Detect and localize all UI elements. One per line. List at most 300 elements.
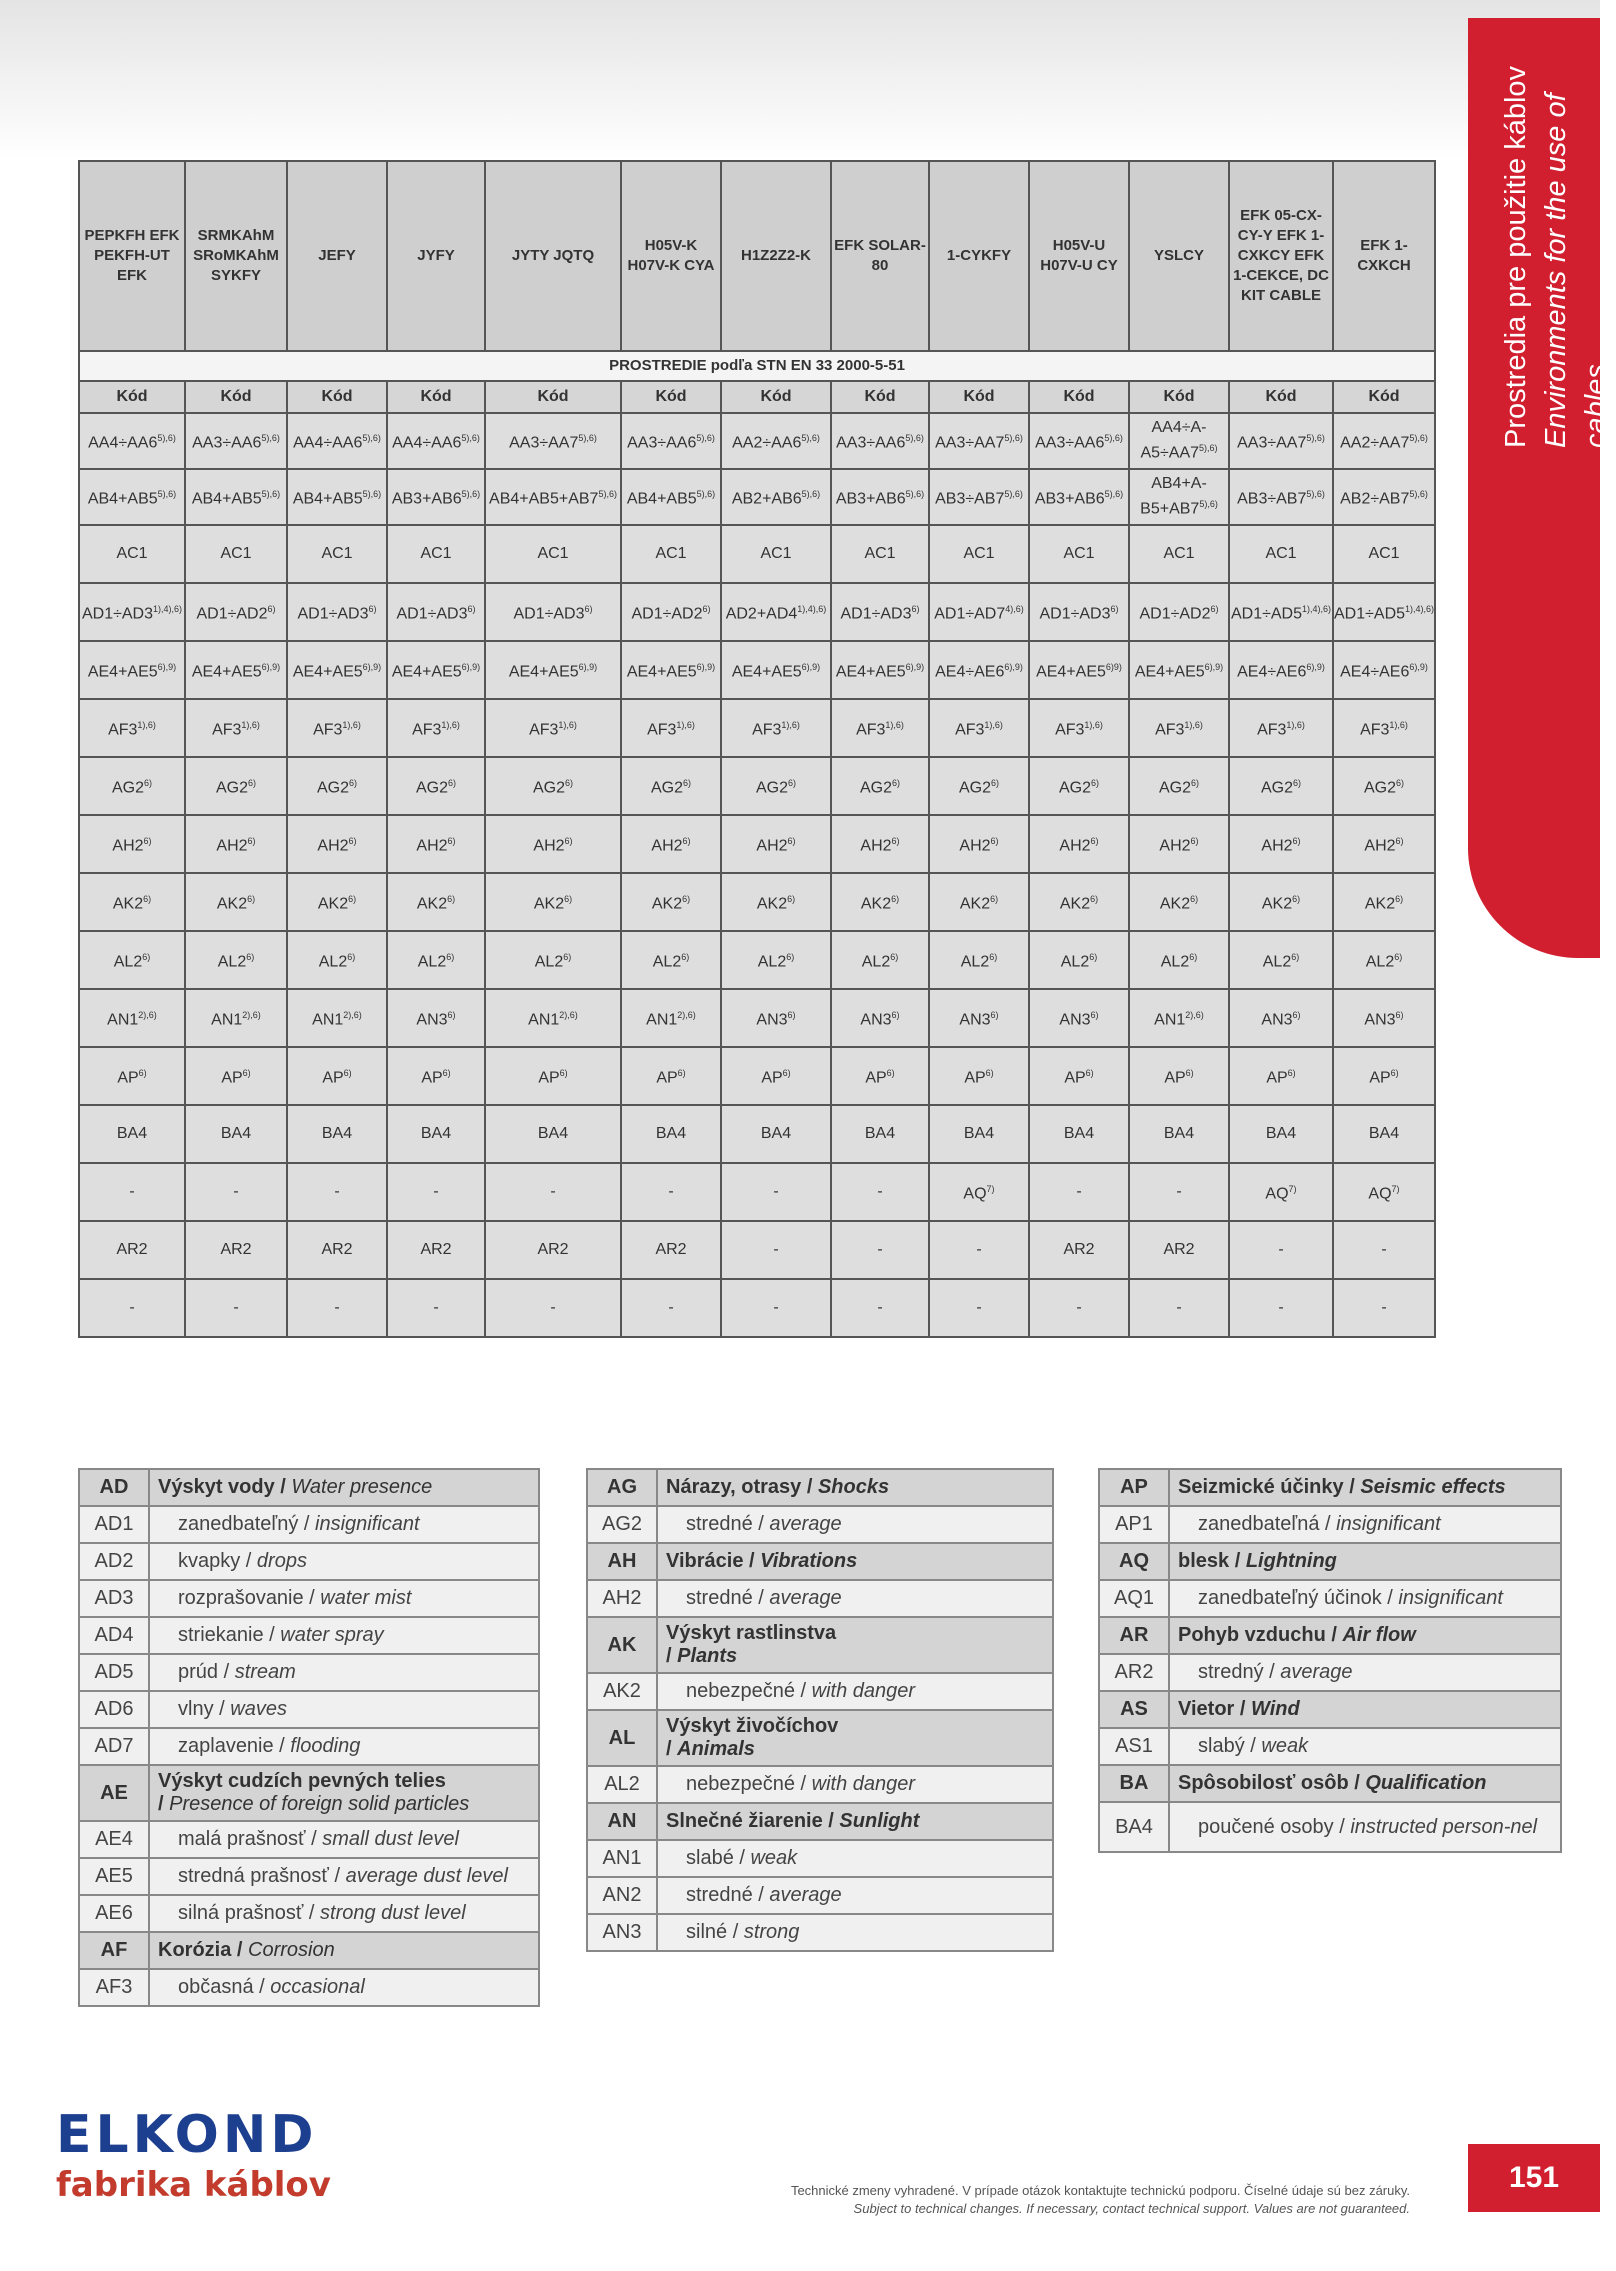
- legend-description: poučené osoby / instructed person-nel: [1169, 1802, 1561, 1852]
- page-number: 151: [1468, 2144, 1600, 2212]
- table-cell: [185, 1047, 287, 1105]
- table-cell: [1229, 1163, 1333, 1221]
- table-cell: [387, 1163, 485, 1221]
- table-cell: [79, 1047, 185, 1105]
- table-cell: [621, 583, 721, 641]
- cell-footnote: 6): [584, 604, 593, 615]
- cell-code: BA4: [1063, 1125, 1095, 1142]
- cell-footnote: 6): [990, 836, 999, 847]
- legend-description: stredné / average: [657, 1506, 1053, 1543]
- kod-header: Kód: [929, 381, 1029, 413]
- table-cell: [721, 1221, 831, 1279]
- cell-code: AG2: [215, 779, 248, 797]
- cell-code: AN3: [959, 1011, 991, 1029]
- table-cell: [1229, 413, 1333, 469]
- table-cell: [621, 1221, 721, 1279]
- cable-header: SRMKAhM SRoMKAhM SYKFY: [185, 161, 287, 351]
- kod-header: Kód: [485, 381, 621, 413]
- legend-description: zaplavenie / flooding: [149, 1728, 539, 1765]
- legend-code: AL: [587, 1710, 657, 1766]
- table-cell: [621, 1163, 721, 1221]
- cell-code: AH2: [533, 837, 565, 855]
- cell-footnote: 6),9): [696, 662, 716, 673]
- cell-code: AN1: [107, 1011, 139, 1029]
- cell-code: AR2: [1163, 1241, 1195, 1258]
- table-row: [79, 699, 1435, 757]
- table-cell: [1229, 583, 1333, 641]
- table-cell: [1029, 583, 1129, 641]
- cell-code: AC1: [420, 545, 452, 562]
- table-cell: [831, 583, 929, 641]
- cell-code: BA4: [760, 1125, 792, 1142]
- table-cell: [721, 525, 831, 583]
- cell-footnote: 5),6): [1104, 433, 1123, 444]
- cell-code: AG2: [650, 779, 683, 797]
- cell-code: AD1÷AD7: [934, 605, 1006, 623]
- legend-description: striekanie / water spray: [149, 1617, 539, 1654]
- cell-footnote: 6),9): [578, 662, 598, 673]
- cell-code: AB3÷AB7: [935, 490, 1005, 508]
- table-cell: [485, 757, 621, 815]
- table-cell: [721, 1163, 831, 1221]
- table-cell: [1129, 873, 1229, 931]
- cable-header: H05V-U H07V-U CY: [1029, 161, 1129, 351]
- legend-group-row: [1099, 1469, 1561, 1506]
- cell-footnote: 6)9): [1105, 662, 1122, 673]
- cell-footnote: 5),6): [1409, 433, 1428, 444]
- cell-code: -: [233, 1183, 239, 1200]
- cell-code: -: [976, 1241, 982, 1258]
- table-cell: [1129, 641, 1229, 699]
- cable-header: 1-CYKFY: [929, 161, 1029, 351]
- cell-code: AD1÷AD2: [196, 605, 268, 623]
- cell-code: AD1÷AD3: [1039, 605, 1111, 623]
- table-cell: [485, 873, 621, 931]
- cell-code: -: [1278, 1241, 1284, 1258]
- legend-description: prúd / stream: [149, 1654, 539, 1691]
- legend-code: AP: [1099, 1469, 1169, 1506]
- cell-footnote: 6),9): [801, 662, 821, 673]
- table-cell: [1129, 1221, 1229, 1279]
- cell-code: AH2: [1059, 837, 1091, 855]
- cable-header: JYTY JQTQ: [485, 161, 621, 351]
- cell-code: AA4÷AA6: [88, 434, 158, 452]
- cell-code: AD1÷AD5: [1230, 605, 1302, 623]
- cell-footnote: 6): [786, 952, 795, 963]
- table-cell: [185, 931, 287, 989]
- cell-footnote: 6),9): [157, 662, 177, 673]
- environment-label: PROSTREDIE podľa STN EN 33 2000-5-51: [79, 351, 1435, 381]
- table-cell: [485, 1047, 621, 1105]
- legend-item-row: [587, 1840, 1053, 1877]
- table-cell: [79, 1221, 185, 1279]
- cell-footnote: 6): [267, 604, 276, 615]
- table-cell: [621, 989, 721, 1047]
- section-tab: [1468, 18, 1612, 958]
- cell-code: BA4: [220, 1125, 252, 1142]
- cell-footnote: 1),6): [241, 720, 260, 731]
- table-cell: [1333, 757, 1435, 815]
- cell-footnote: 1),4),6): [797, 604, 827, 615]
- top-shade: [0, 0, 1600, 160]
- cell-code: AF3: [752, 721, 782, 739]
- legend-code: AF3: [79, 1969, 149, 2006]
- table-cell: [831, 469, 929, 525]
- kod-header: Kód: [387, 381, 485, 413]
- cell-footnote: 6): [564, 836, 573, 847]
- legend-item-row: [79, 1506, 539, 1543]
- cell-code: AA3÷AA7: [935, 434, 1005, 452]
- cell-code: -: [976, 1299, 982, 1316]
- cell-footnote: 6): [891, 1010, 900, 1021]
- table-cell: [1333, 989, 1435, 1047]
- cell-code: AN3: [1364, 1011, 1396, 1029]
- cell-footnote: 6): [890, 952, 899, 963]
- table-cell: [185, 641, 287, 699]
- table-cell: [929, 413, 1029, 469]
- cell-code: AR2: [116, 1241, 148, 1258]
- legend-item-row: [587, 1580, 1053, 1617]
- cell-code: AG2: [1058, 779, 1091, 797]
- cell-code: AB3+AB6: [1034, 490, 1105, 508]
- cell-code: BA4: [321, 1125, 353, 1142]
- cell-code: AH2: [317, 837, 349, 855]
- cell-code: AE4÷AE6: [935, 663, 1005, 681]
- cell-code: AH2: [651, 837, 683, 855]
- cell-footnote: 2),6): [138, 1010, 157, 1021]
- cell-footnote: 6): [1090, 894, 1099, 905]
- table-cell: [387, 757, 485, 815]
- cable-header: EFK SOLAR-80: [831, 161, 929, 351]
- cell-code: -: [1076, 1299, 1082, 1316]
- table-cell: [79, 1105, 185, 1163]
- cell-code: AF3: [212, 721, 242, 739]
- cell-footnote: 6),9): [362, 662, 382, 673]
- cell-code: AK2: [1261, 895, 1293, 913]
- cell-footnote: 6): [990, 894, 999, 905]
- cell-code: AA4÷AA6: [392, 434, 462, 452]
- table-cell: [1229, 1105, 1333, 1163]
- cell-footnote: 7): [986, 1184, 995, 1195]
- cell-footnote: 6): [467, 604, 476, 615]
- legend-code: AD1: [79, 1506, 149, 1543]
- table-cell: [1229, 989, 1333, 1047]
- cell-code: AG2: [859, 779, 892, 797]
- cell-code: AE4+AE5: [1036, 663, 1106, 681]
- cell-code: AF3: [412, 721, 442, 739]
- cell-footnote: 1),6): [984, 720, 1003, 731]
- cell-code: AA2÷AA6: [732, 434, 802, 452]
- cell-code: AF3: [647, 721, 677, 739]
- cell-code: AN3: [756, 1011, 788, 1029]
- legend-code: BA4: [1099, 1802, 1169, 1852]
- cell-footnote: 6): [348, 894, 357, 905]
- cell-footnote: 6): [242, 1068, 251, 1079]
- cell-code: AC1: [1063, 545, 1095, 562]
- legend-code: AK2: [587, 1673, 657, 1710]
- legend-group-row: [587, 1543, 1053, 1580]
- table-cell: [1029, 699, 1129, 757]
- cell-code: AN1: [646, 1011, 678, 1029]
- cell-code: AC1: [321, 545, 353, 562]
- table-cell: [1029, 469, 1129, 525]
- cell-code: AB3÷AB7: [1237, 490, 1307, 508]
- table-cell: [831, 699, 929, 757]
- table-cell: [287, 699, 387, 757]
- cell-code: AK2: [860, 895, 892, 913]
- table-cell: [831, 873, 929, 931]
- legend-group-row: [1099, 1617, 1561, 1654]
- cable-header-row: [79, 161, 1435, 351]
- cell-code: -: [433, 1183, 439, 1200]
- cell-code: AL2: [534, 953, 564, 971]
- cell-code: AE4+AE5: [508, 663, 579, 681]
- cell-code: AP: [1266, 1069, 1288, 1087]
- cell-footnote: 6): [1390, 1068, 1399, 1079]
- table-cell: [387, 1221, 485, 1279]
- table-cell: [831, 815, 929, 873]
- table-cell: [831, 1163, 929, 1221]
- cell-code: AL2: [861, 953, 891, 971]
- cell-code: AC1: [1265, 545, 1297, 562]
- table-cell: [185, 873, 287, 931]
- disclaimer-sk: Technické zmeny vyhradené. V prípade otázok kontaktujte technickú podporu. Číselné údaje sú bez záruky.: [790, 2183, 1410, 2198]
- disclaimer-en: Subject to technical changes. If necessary, contact technical support. Values are not guaranteed.: [853, 2201, 1410, 2216]
- legend-item-row: [587, 1506, 1053, 1543]
- legend-description: Vibrácie / Vibrations: [657, 1543, 1053, 1580]
- cell-footnote: 6): [1085, 1068, 1094, 1079]
- table-cell: [1333, 583, 1435, 641]
- legend-code: AD7: [79, 1728, 149, 1765]
- cell-footnote: 6): [1293, 778, 1302, 789]
- cell-code: AC1: [220, 545, 252, 562]
- kod-header: Kód: [831, 381, 929, 413]
- cell-code: AF3: [529, 721, 559, 739]
- cell-code: AF3: [1155, 721, 1185, 739]
- cell-code: AA3÷AA6: [627, 434, 697, 452]
- cell-code: -: [773, 1241, 779, 1258]
- cell-code: AC1: [760, 545, 792, 562]
- cell-footnote: 6): [782, 1068, 791, 1079]
- cell-code: AK2: [1159, 895, 1191, 913]
- table-cell: [831, 931, 929, 989]
- table-cell: [387, 699, 485, 757]
- kod-header: Kód: [79, 381, 185, 413]
- cell-code: AE4+AE5: [835, 663, 906, 681]
- cell-footnote: 6): [702, 604, 711, 615]
- legend-code: AN2: [587, 1877, 657, 1914]
- table-cell: [79, 1163, 185, 1221]
- table-cell: [621, 413, 721, 469]
- kod-header: Kód: [287, 381, 387, 413]
- table-cell: [721, 989, 831, 1047]
- legend-description: rozprašovanie / water mist: [149, 1580, 539, 1617]
- legend-code: AE5: [79, 1858, 149, 1895]
- cell-code: AH2: [860, 837, 892, 855]
- cell-footnote: 5),6): [1004, 433, 1023, 444]
- cell-footnote: 6): [1394, 952, 1403, 963]
- table-cell: [621, 641, 721, 699]
- table-cell: [387, 583, 485, 641]
- table-cell: [1029, 1279, 1129, 1337]
- table-row: [79, 873, 1435, 931]
- table-cell: [1129, 1105, 1229, 1163]
- cell-code: AL2: [652, 953, 682, 971]
- table-cell: [831, 1221, 929, 1279]
- table-cell: [721, 699, 831, 757]
- section-title: [1496, 58, 1612, 448]
- table-cell: [387, 413, 485, 469]
- legend-description: nebezpečné / with danger: [657, 1766, 1053, 1803]
- table-cell: [929, 525, 1029, 583]
- table-cell: [1333, 641, 1435, 699]
- table-row: [79, 1105, 1435, 1163]
- cell-code: AN1: [528, 1011, 560, 1029]
- cell-code: AL2: [1262, 953, 1292, 971]
- cell-code: AB4+AB5: [191, 490, 262, 508]
- table-cell: [185, 815, 287, 873]
- table-cell: [485, 469, 621, 525]
- table-cell: [929, 641, 1029, 699]
- table-cell: [929, 989, 1029, 1047]
- legend-description: Korózia / Corrosion: [149, 1932, 539, 1969]
- cell-code: AP: [1064, 1069, 1086, 1087]
- cell-footnote: 6): [347, 952, 356, 963]
- kod-header: Kód: [1229, 381, 1333, 413]
- cell-footnote: 1),6): [137, 720, 156, 731]
- cell-code: -: [129, 1299, 135, 1316]
- legend-group-row: [587, 1803, 1053, 1840]
- cell-code: AQ: [1368, 1185, 1392, 1203]
- legend-group-row: [79, 1765, 539, 1821]
- legend-code: AE6: [79, 1895, 149, 1932]
- cell-code: AQ: [963, 1185, 987, 1203]
- cell-code: AD1÷AD5: [1334, 605, 1406, 623]
- table-cell: [1029, 1163, 1129, 1221]
- table-cell: [287, 1221, 387, 1279]
- table-cell: [929, 931, 1029, 989]
- cell-code: AE4÷AE6: [1237, 663, 1307, 681]
- table-cell: [1333, 469, 1435, 525]
- table-cell: [1229, 1221, 1333, 1279]
- cell-code: AB3+AB6: [391, 490, 462, 508]
- cell-code: AN3: [1261, 1011, 1293, 1029]
- cell-code: -: [1076, 1183, 1082, 1200]
- cell-footnote: 6): [143, 894, 152, 905]
- cell-code: AC1: [1163, 545, 1195, 562]
- table-cell: [621, 1105, 721, 1163]
- table-cell: [79, 757, 185, 815]
- cell-code: AB4+AB5: [87, 490, 158, 508]
- cell-code: AQ: [1265, 1185, 1289, 1203]
- cell-footnote: 6): [559, 1068, 568, 1079]
- table-cell: [1029, 989, 1129, 1047]
- cell-code: AB2+AB6: [731, 490, 802, 508]
- legend-description: Výskyt vody / Water presence: [149, 1469, 539, 1506]
- table-cell: [485, 989, 621, 1047]
- cell-footnote: 2),6): [677, 1010, 696, 1021]
- table-cell: [621, 525, 721, 583]
- cell-code: AN1: [211, 1011, 243, 1029]
- table-cell: [287, 469, 387, 525]
- cell-code: AC1: [1368, 545, 1400, 562]
- cell-footnote: 6): [1185, 1068, 1194, 1079]
- cell-code: AF3: [1055, 721, 1085, 739]
- cell-code: AF3: [856, 721, 886, 739]
- legend-description: kvapky / drops: [149, 1543, 539, 1580]
- cell-code: AK2: [1364, 895, 1396, 913]
- cell-footnote: 6): [142, 952, 151, 963]
- cell-code: AG2: [415, 779, 448, 797]
- table-cell: [79, 931, 185, 989]
- cell-code: AC1: [116, 545, 148, 562]
- table-cell: [1129, 1163, 1229, 1221]
- cell-footnote: 6): [683, 778, 692, 789]
- table-cell: [287, 413, 387, 469]
- table-cell: [287, 583, 387, 641]
- cell-footnote: 2),6): [559, 1010, 578, 1021]
- cell-footnote: 5),6): [905, 489, 925, 500]
- legend-code: AD4: [79, 1617, 149, 1654]
- kod-header: Kód: [185, 381, 287, 413]
- kod-header: Kód: [721, 381, 831, 413]
- table-row: [79, 583, 1435, 641]
- table-cell: [1129, 815, 1229, 873]
- table-cell: [79, 641, 185, 699]
- legend-code: AH2: [587, 1580, 657, 1617]
- cell-code: AL2: [217, 953, 247, 971]
- cell-code: -: [1381, 1241, 1387, 1258]
- cell-footnote: 7): [1391, 1184, 1400, 1195]
- table-cell: [1333, 699, 1435, 757]
- cell-footnote: 6): [1090, 1010, 1099, 1021]
- table-cell: [1229, 469, 1333, 525]
- cell-code: AL2: [757, 953, 787, 971]
- table-row: [79, 641, 1435, 699]
- cell-code: AA3÷AA6: [836, 434, 906, 452]
- legend-code: AD2: [79, 1543, 149, 1580]
- legend-code: BA: [1099, 1765, 1169, 1802]
- cell-footnote: 6): [246, 952, 255, 963]
- table-cell: [287, 931, 387, 989]
- legend-description: Výskyt rastlinstva / Plants: [657, 1617, 1053, 1673]
- table-cell: [387, 931, 485, 989]
- kod-header: Kód: [1333, 381, 1435, 413]
- table-cell: [79, 469, 185, 525]
- table-cell: [831, 989, 929, 1047]
- table-cell: [185, 525, 287, 583]
- cell-code: AP: [761, 1069, 783, 1087]
- table-cell: [79, 525, 185, 583]
- legend-description: Výskyt cudzích pevných telies / Presence of foreign solid particles: [149, 1765, 539, 1821]
- cell-footnote: 5),6): [157, 433, 176, 444]
- cell-code: BA4: [1163, 1125, 1195, 1142]
- cell-footnote: 6): [349, 778, 358, 789]
- cell-footnote: 6): [891, 836, 900, 847]
- cell-footnote: 6): [144, 778, 153, 789]
- table-cell: [1229, 815, 1333, 873]
- table-cell: [1229, 641, 1333, 699]
- table-cell: [1029, 1047, 1129, 1105]
- table-cell: [831, 757, 929, 815]
- legend-description: Pohyb vzduchu / Air flow: [1169, 1617, 1561, 1654]
- cell-code: AL2: [1160, 953, 1190, 971]
- cell-footnote: 6): [447, 894, 456, 905]
- cell-footnote: 6): [892, 778, 901, 789]
- table-row: [79, 1047, 1435, 1105]
- cell-footnote: 5),6): [461, 433, 480, 444]
- cell-code: AE4÷AE6: [1340, 663, 1410, 681]
